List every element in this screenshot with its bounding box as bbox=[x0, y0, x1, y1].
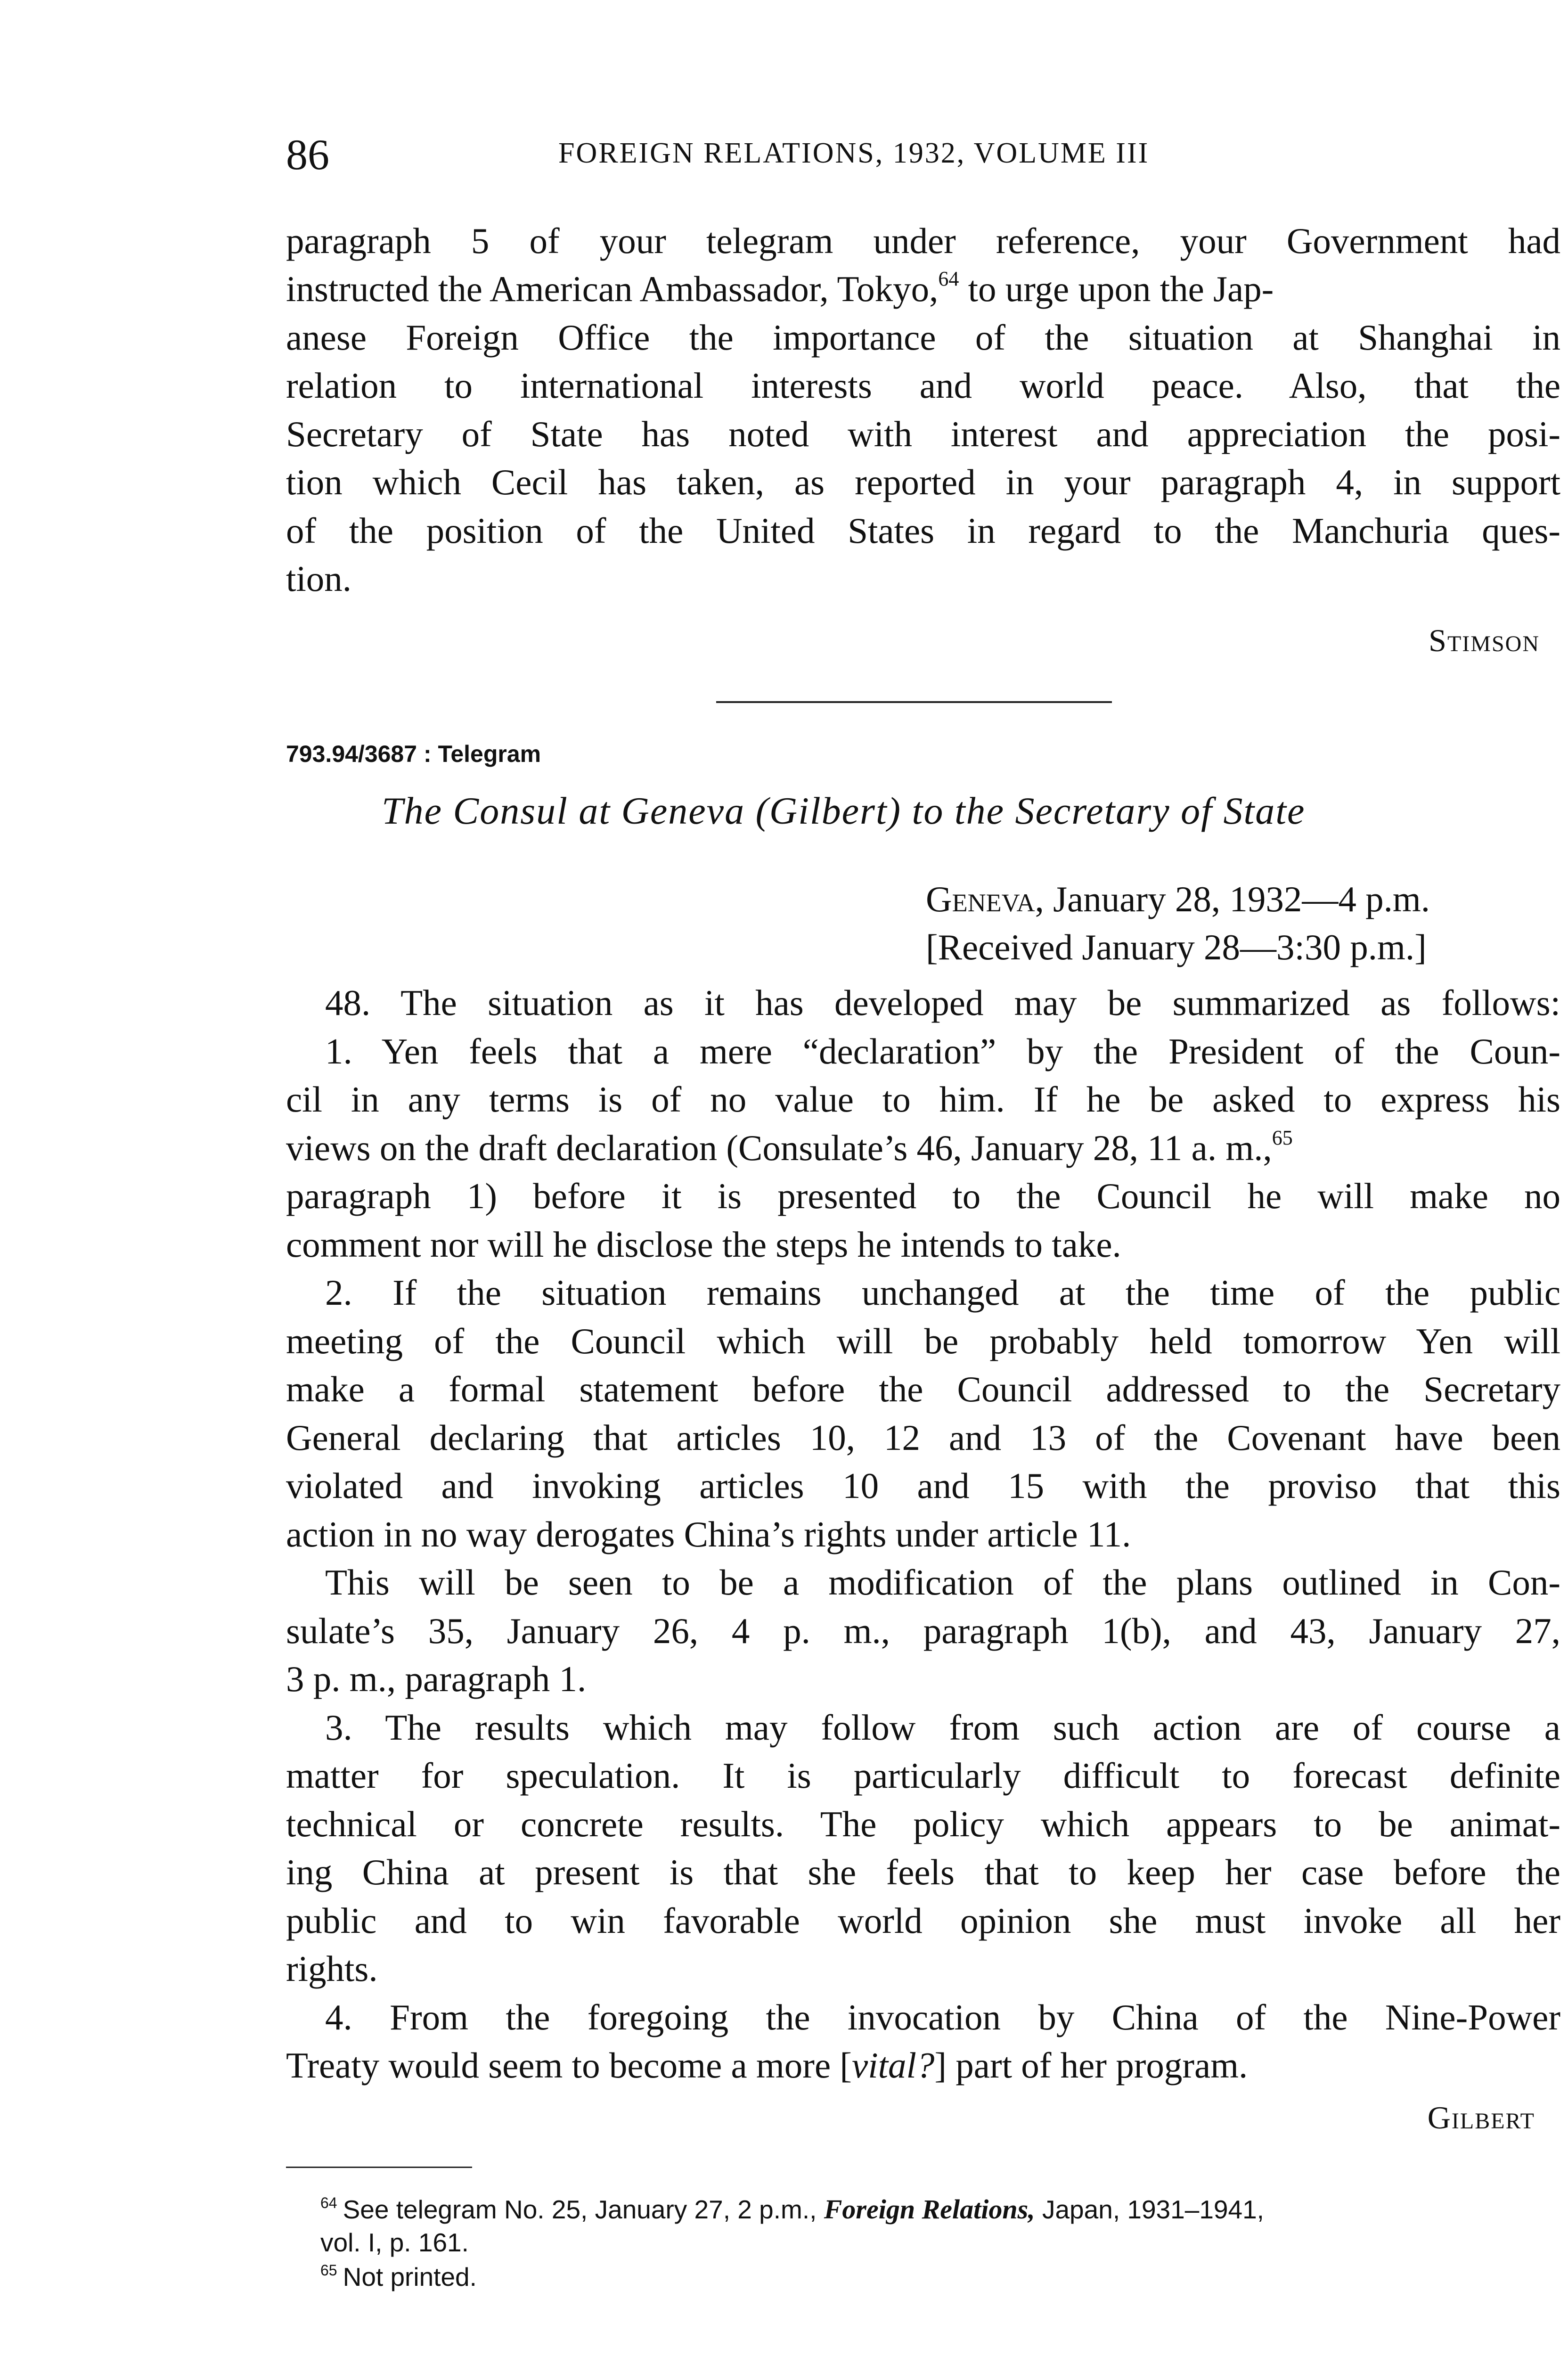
text-line: 4. From the foregoing the invocation by China of the Nine-Power bbox=[325, 1997, 1560, 2037]
text-line: sulate’s 35, January 26, 4 p. m., paragraph 1(b), and 43, January 27, bbox=[286, 1611, 1560, 1651]
footnote-ref: 64 bbox=[938, 267, 959, 291]
text-line: 1. Yen feels that a mere “declaration” by the President of the Coun- bbox=[325, 1031, 1560, 1072]
footnote-ref: 65 bbox=[1272, 1126, 1293, 1150]
text-line: 48. The situation as it has developed may be summarized as follows: bbox=[325, 982, 1560, 1023]
text-line: 3 p. m., paragraph 1. bbox=[286, 1659, 587, 1699]
dateline bbox=[926, 881, 1430, 917]
footnote-divider bbox=[286, 2167, 472, 2168]
section-divider bbox=[716, 701, 1112, 703]
text-line: ing China at present is that she feels that to keep her case before the bbox=[286, 1852, 1560, 1892]
text-line: This will be seen to be a modification of the plans outlined in Con- bbox=[325, 1562, 1560, 1603]
signature-gilbert: Gilbert bbox=[1427, 2100, 1535, 2135]
text-line: comment nor will he disclose the steps he intends to take. bbox=[286, 1224, 1121, 1265]
dateline-date: January 28, 1932—4 p.m. bbox=[1053, 879, 1430, 919]
text-line: 3. The results which may follow from such action are of course a bbox=[325, 1707, 1560, 1748]
text-line: Secretary of State has noted with interest and appreciation the posi- bbox=[286, 414, 1560, 454]
file-number: 793.94/3687 : Telegram bbox=[286, 741, 541, 767]
text-line: cil in any terms is of no value to him. If he be asked to express his bbox=[286, 1079, 1560, 1120]
text-line: paragraph 5 of your telegram under reference, your Government had bbox=[286, 221, 1560, 261]
received-line: [Received January 28—3:30 p.m.] bbox=[926, 927, 1427, 967]
text-line: rights. bbox=[286, 1948, 378, 1989]
dateline-place: Geneva, bbox=[926, 879, 1044, 919]
text-line: action in no way derogates China’s rights under article 11. bbox=[286, 1514, 1131, 1554]
page-number: 86 bbox=[286, 131, 329, 179]
footnote-64-line2: vol. I, p. 161. bbox=[320, 2228, 469, 2257]
text-line: tion. bbox=[286, 558, 352, 599]
footnote-65: $^{65}$ Not printed. bbox=[320, 2262, 477, 2291]
text-line: Treaty would seem to become a more [vital?] part of her program. bbox=[286, 2045, 1248, 2086]
text-line: instructed the American Ambassador, Tokyo,$^{64}$ to urge upon the Jap- bbox=[286, 267, 1274, 309]
text-line: make a formal statement before the Council addressed to the Secretary bbox=[286, 1369, 1560, 1409]
text-line: 2. If the situation remains unchanged at the time of the public bbox=[325, 1272, 1560, 1313]
running-title: FOREIGN RELATIONS, 1932, VOLUME III bbox=[558, 137, 1150, 169]
text-line: violated and invoking articles 10 and 15 with the proviso that this bbox=[286, 1465, 1560, 1506]
text-line: paragraph 1) before it is presented to the Council he will make no bbox=[286, 1176, 1560, 1216]
text-line: of the position of the United States in regard to the Manchuria ques- bbox=[286, 510, 1560, 551]
text-line: public and to win favorable world opinion she must invoke all her bbox=[286, 1900, 1560, 1941]
text-line: relation to international interests and world peace. Also, that the bbox=[286, 365, 1560, 406]
text-line: anese Foreign Office the importance of the situation at Shanghai in bbox=[286, 317, 1560, 358]
signature-stimson: Stimson bbox=[1429, 622, 1540, 658]
footnote-mark: 64 bbox=[320, 2194, 337, 2211]
document-heading: The Consul at Geneva (Gilbert) to the Secretary of State bbox=[382, 789, 1306, 832]
footnote-64: $^{64}$ See telegram No. 25, January 27, 2 p.m., Foreign Relations, Japan, 1931–1941, bbox=[320, 2194, 1264, 2225]
footnote-italic-title: Foreign Relations, bbox=[824, 2194, 1035, 2225]
text-line: meeting of the Council which will be probably held tomorrow Yen will bbox=[286, 1321, 1560, 1361]
text-line: technical or concrete results. The policy which appears to be animat- bbox=[286, 1804, 1560, 1844]
vital-insertion: vital? bbox=[852, 2045, 935, 2086]
text-line: tion which Cecil has taken, as reported in your paragraph 4, in support bbox=[286, 462, 1560, 502]
text-line: matter for speculation. It is particularly difficult to forecast definite bbox=[286, 1755, 1560, 1796]
footnote-mark: 65 bbox=[320, 2262, 337, 2279]
text-line: General declaring that articles 10, 12 and 13 of the Covenant have been bbox=[286, 1417, 1560, 1458]
text-line: views on the draft declaration (Consulate’s 46, January 28, 11 a. m.,$^{65}$ bbox=[286, 1126, 1293, 1168]
